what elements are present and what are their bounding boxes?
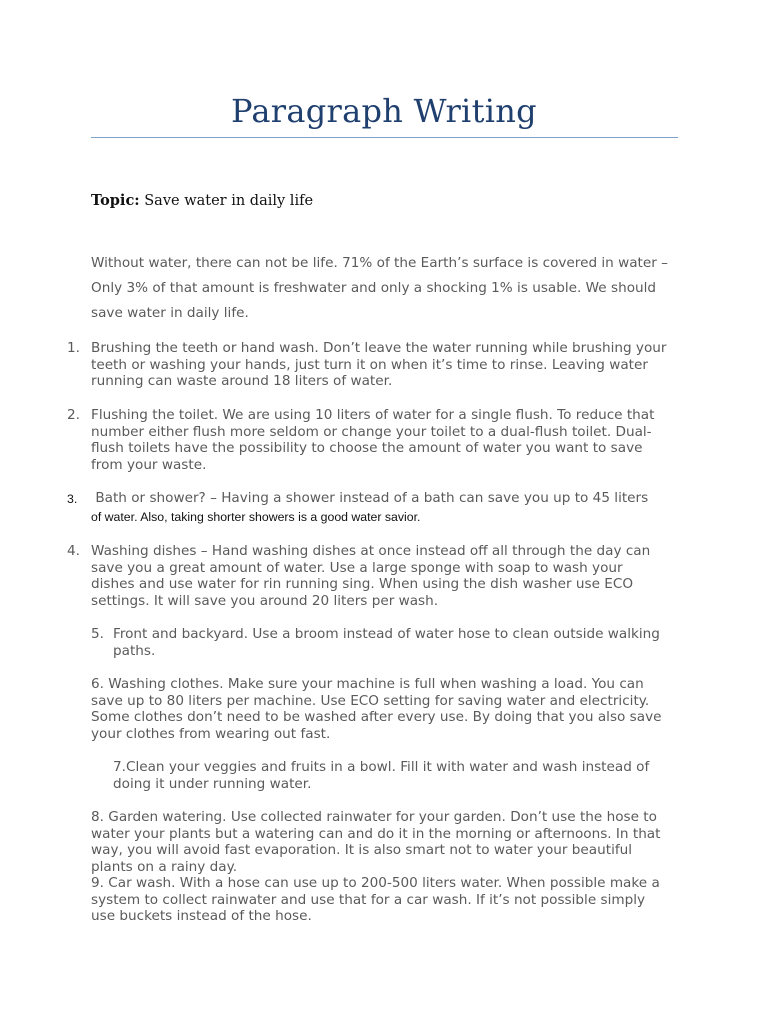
- item-line: save up to 80 liters per machine. Use ECO setting for saving water and electricity.: [91, 692, 650, 709]
- item-line: dishes and use water for rin running sing. When using the dish washer use ECO: [91, 576, 634, 593]
- title-underline: [91, 137, 678, 138]
- intro-line: Without water, there can not be life. 71% of the Earth’s surface is covered in water –: [91, 255, 668, 271]
- document-title: Paragraph Writing: [231, 92, 537, 130]
- item-line: paths.: [113, 642, 156, 659]
- list-item-3-line-2: of water. Also, taking shorter showers is a good water savior.: [91, 510, 421, 524]
- list-item-8: [91, 809, 691, 876]
- item-number: 3.: [67, 492, 78, 506]
- item-line: save you a great amount of water. Use a large sponge with soap to wash your: [91, 559, 623, 576]
- list-item-1: [91, 340, 691, 390]
- list-item-7: [113, 759, 688, 792]
- item-line: Brushing the teeth or hand wash. Don’t leave the water running while brushing your: [91, 340, 667, 356]
- item-line: teeth or washing your hands, just turn it on when it’s time to rinse. Leaving water: [91, 356, 648, 373]
- item-line: 7.Clean your veggies and fruits in a bowl. Fill it with water and wash instead of: [113, 759, 650, 775]
- list-item-4: [91, 543, 691, 610]
- item-number: 5.: [91, 626, 104, 642]
- list-item-6: [91, 676, 691, 743]
- item-line: your clothes from wearing out fast.: [91, 726, 331, 743]
- item-line: doing it under running water.: [113, 775, 312, 792]
- topic-label: Topic:: [91, 192, 140, 209]
- item-line: flush toilets have the possibility to choose the amount of water you want to save: [91, 440, 643, 457]
- topic-line: [91, 192, 313, 209]
- item-line: water your plants but a watering can and do it in the morning or afternoons. In that: [91, 825, 661, 842]
- list-item-5: [113, 626, 683, 659]
- item-line: Front and backyard. Use a broom instead of water hose to clean outside walking: [113, 626, 660, 642]
- item-line: 6. Washing clothes. Make sure your machine is full when washing a load. You can: [91, 676, 644, 692]
- item-line: plants on a rainy day.: [91, 859, 238, 876]
- list-item-9: [91, 875, 691, 925]
- item-line: 9. Car wash. With a hose can use up to 200-500 liters water. When possible make a: [91, 875, 660, 891]
- topic-text: Save water in daily life: [144, 193, 314, 209]
- item-line: Some clothes don’t need to be washed after every use. By doing that you also save: [91, 709, 662, 726]
- intro-line: save water in daily life.: [91, 305, 249, 321]
- item-line: settings. It will save you around 20 liters per wash.: [91, 593, 439, 610]
- list-item-2: [91, 407, 691, 474]
- item-line: Washing dishes – Hand washing dishes at once instead off all through the day can: [91, 543, 651, 559]
- item-line: running can waste around 18 liters of water.: [91, 373, 393, 390]
- item-line: use buckets instead of the hose.: [91, 908, 312, 925]
- item-number: 1.: [67, 340, 80, 356]
- item-line: number either flush more seldom or change your toilet to a dual-flush toilet. Dual-: [91, 423, 652, 440]
- item-line: from your waste.: [91, 457, 207, 474]
- item-line: 8. Garden watering. Use collected rainwater for your garden. Don’t use the hose to: [91, 809, 657, 825]
- item-line: way, you will avoid fast evaporation. It is also smart not to water your beautiful: [91, 842, 633, 859]
- item-number: 4.: [67, 543, 80, 559]
- list-item-3-line-1: Bath or shower? – Having a shower instead of a bath can save you up to 45 liters: [91, 490, 649, 506]
- item-line: Flushing the toilet. We are using 10 liters of water for a single flush. To reduce that: [91, 407, 655, 423]
- intro-paragraph: [91, 251, 691, 326]
- item-line: system to collect rainwater and use that for a car wash. If it’s not possible simply: [91, 891, 646, 908]
- intro-line: Only 3% of that amount is freshwater and only a shocking 1% is usable. We should: [91, 280, 657, 296]
- item-number: 2.: [67, 407, 80, 423]
